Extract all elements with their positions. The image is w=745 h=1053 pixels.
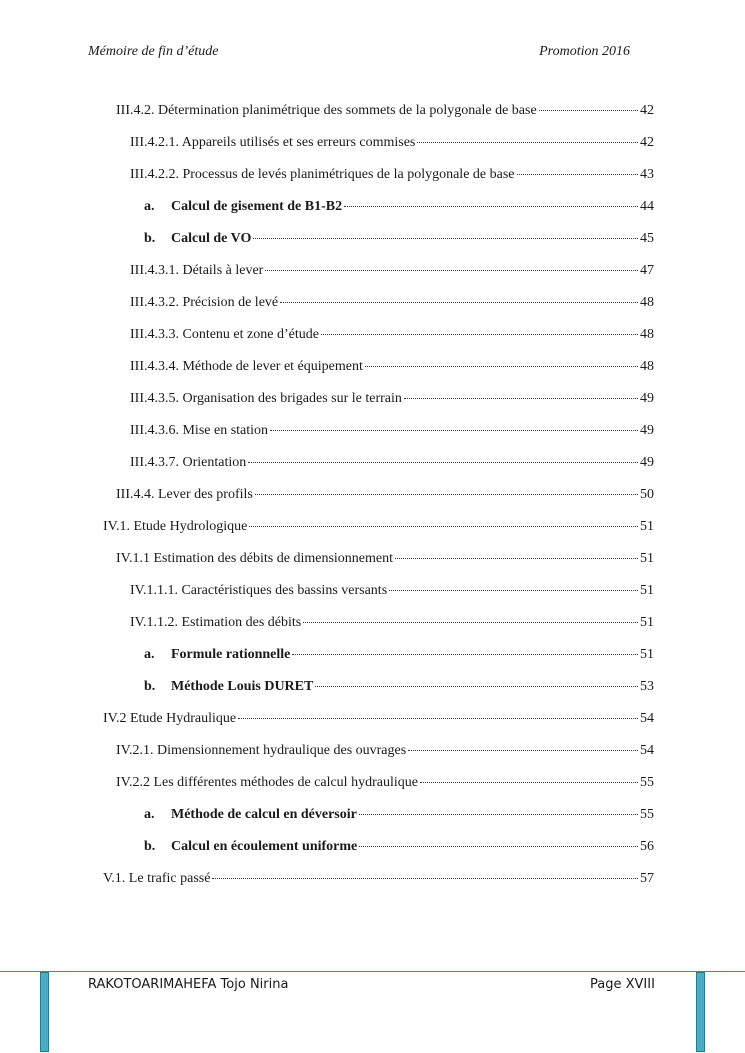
toc-entry-label: III.4.3.7. Orientation	[130, 455, 247, 470]
toc-entry-page: 42	[640, 135, 654, 150]
toc-entry[interactable]	[116, 743, 654, 763]
toc-entry-page: 47	[640, 263, 654, 278]
toc-dot-leader	[280, 301, 638, 303]
toc-entry-page: 54	[640, 711, 654, 726]
toc-entry-label: IV.1.1.2. Estimation des débits	[130, 615, 302, 630]
toc-entry-label: III.4.3.6. Mise en station	[130, 423, 269, 438]
toc-entry-page: 51	[640, 647, 654, 662]
toc-entry-marker: a.	[144, 647, 155, 662]
toc-entry[interactable]	[144, 807, 654, 827]
toc-entry[interactable]	[116, 551, 654, 571]
toc-dot-leader	[292, 653, 638, 655]
toc-entry[interactable]	[130, 455, 654, 475]
toc-entry-page: 51	[640, 551, 654, 566]
toc-entry-page: 45	[640, 231, 654, 246]
toc-entry-marker: b.	[144, 839, 156, 854]
toc-entry-marker: b.	[144, 679, 156, 694]
toc-dot-leader	[248, 461, 638, 463]
toc-dot-leader	[249, 525, 638, 527]
toc-entry[interactable]	[116, 487, 654, 507]
toc-entry-label: III.4.3.3. Contenu et zone d’étude	[130, 327, 319, 342]
toc-dot-leader	[365, 365, 638, 367]
toc-dot-leader	[404, 397, 638, 399]
toc-entry-label: Calcul de VO	[171, 231, 252, 246]
toc-entry-label: Calcul en écoulement uniforme	[171, 839, 358, 854]
toc-entry-page: 49	[640, 455, 654, 470]
toc-dot-leader	[265, 269, 638, 271]
toc-dot-leader	[321, 333, 638, 335]
toc-entry-label: III.4.2.2. Processus de levés planimétriques de la polygonale de base	[130, 167, 515, 182]
toc-entry[interactable]	[130, 359, 654, 379]
toc-entry-page: 48	[640, 359, 654, 374]
toc-entry-page: 53	[640, 679, 654, 694]
toc-dot-leader	[238, 717, 638, 719]
toc-entry-marker: a.	[144, 807, 155, 822]
toc-entry[interactable]	[144, 231, 654, 251]
toc-entry-marker: a.	[144, 199, 155, 214]
toc-entry-label: III.4.3.5. Organisation des brigades sur le terrain	[130, 391, 402, 406]
toc-entry-page: 49	[640, 391, 654, 406]
header-document-title: Mémoire de fin d’étude	[88, 44, 219, 59]
toc-dot-leader	[344, 205, 638, 207]
toc-entry-label: III.4.4. Lever des profils	[116, 487, 253, 502]
toc-entry-label: Formule rationnelle	[171, 647, 291, 662]
toc-entry[interactable]	[130, 167, 654, 187]
toc-entry[interactable]	[130, 391, 654, 411]
footer-left-bar	[40, 972, 49, 1052]
toc-dot-leader	[253, 237, 638, 239]
toc-entry-page: 51	[640, 519, 654, 534]
header-promotion: Promotion 2016	[539, 44, 630, 59]
toc-dot-leader	[539, 109, 638, 111]
toc-entry-page: 55	[640, 807, 654, 822]
toc-dot-leader	[315, 685, 638, 687]
toc-entry[interactable]	[144, 199, 654, 219]
footer-author: RAKOTOARIMAHEFA Tojo Nirina	[88, 977, 289, 992]
toc-entry-page: 56	[640, 839, 654, 854]
toc-entry-label: Méthode Louis DURET	[171, 679, 314, 694]
toc-dot-leader	[517, 173, 638, 175]
toc-dot-leader	[408, 749, 638, 751]
toc-entry-page: 57	[640, 871, 654, 886]
toc-entry-page: 51	[640, 583, 654, 598]
toc-entry-label: Calcul de gisement de B1-B2	[171, 199, 343, 214]
toc-entry[interactable]	[116, 775, 654, 795]
toc-entry-page: 48	[640, 295, 654, 310]
toc-entry-label: V.1. Le trafic passé	[103, 871, 211, 886]
footer-rule	[0, 971, 745, 972]
toc-entry-label: IV.1.1 Estimation des débits de dimensionnement	[116, 551, 393, 566]
toc-dot-leader	[270, 429, 638, 431]
toc-dot-leader	[359, 845, 638, 847]
running-header	[88, 44, 630, 62]
toc-entry-page: 54	[640, 743, 654, 758]
toc-entry[interactable]	[144, 679, 654, 699]
toc-dot-leader	[417, 141, 638, 143]
toc-entry-label: IV.2.2 Les différentes méthodes de calcul hydraulique	[116, 775, 418, 790]
toc-entry-label: III.4.3.2. Précision de levé	[130, 295, 279, 310]
toc-entry[interactable]	[130, 135, 654, 155]
toc-entry-label: IV.1. Etude Hydrologique	[103, 519, 248, 534]
toc-entry-page: 49	[640, 423, 654, 438]
toc-entry-page: 43	[640, 167, 654, 182]
toc-entry[interactable]	[130, 583, 654, 603]
toc-entry[interactable]	[103, 519, 654, 539]
toc-entry-label: IV.2.1. Dimensionnement hydraulique des ouvrages	[116, 743, 407, 758]
toc-entry-label: IV.2 Etude Hydraulique	[103, 711, 237, 726]
footer-page-number: Page XVIII	[590, 977, 655, 992]
toc-dot-leader	[420, 781, 638, 783]
toc-entry-label: IV.1.1.1. Caractéristiques des bassins versants	[130, 583, 388, 598]
toc-dot-leader	[395, 557, 638, 559]
toc-dot-leader	[389, 589, 638, 591]
toc-dot-leader	[212, 877, 638, 879]
toc-entry[interactable]	[130, 615, 654, 635]
toc-entry[interactable]	[103, 871, 654, 891]
toc-dot-leader	[255, 493, 638, 495]
toc-entry[interactable]	[144, 647, 654, 667]
toc-dot-leader	[303, 621, 638, 623]
toc-entry-label: III.4.2. Détermination planimétrique des sommets de la polygonale de base	[116, 103, 537, 118]
toc-entry[interactable]	[130, 327, 654, 347]
toc-entry[interactable]	[144, 839, 654, 859]
toc-entry[interactable]	[130, 263, 654, 283]
toc-entry-marker: b.	[144, 231, 156, 246]
toc-entry-label: Méthode de calcul en déversoir	[171, 807, 357, 822]
toc-entry[interactable]	[130, 295, 654, 315]
toc-entry-page: 44	[640, 199, 654, 214]
toc-dot-leader	[359, 813, 638, 815]
toc-entry-page: 50	[640, 487, 654, 502]
footer-right-bar	[696, 972, 705, 1052]
toc-entry-label: III.4.2.1. Appareils utilisés et ses erreurs commises	[130, 135, 416, 150]
toc-entry-label: III.4.3.1. Détails à lever	[130, 263, 264, 278]
toc-entry[interactable]	[116, 103, 654, 123]
toc-entry-label: III.4.3.4. Méthode de lever et équipement	[130, 359, 363, 374]
toc-entry[interactable]	[130, 423, 654, 443]
toc-entry-page: 48	[640, 327, 654, 342]
toc-entry-page: 55	[640, 775, 654, 790]
toc-entry[interactable]	[103, 711, 654, 731]
toc-entry-page: 42	[640, 103, 654, 118]
toc-entry-page: 51	[640, 615, 654, 630]
